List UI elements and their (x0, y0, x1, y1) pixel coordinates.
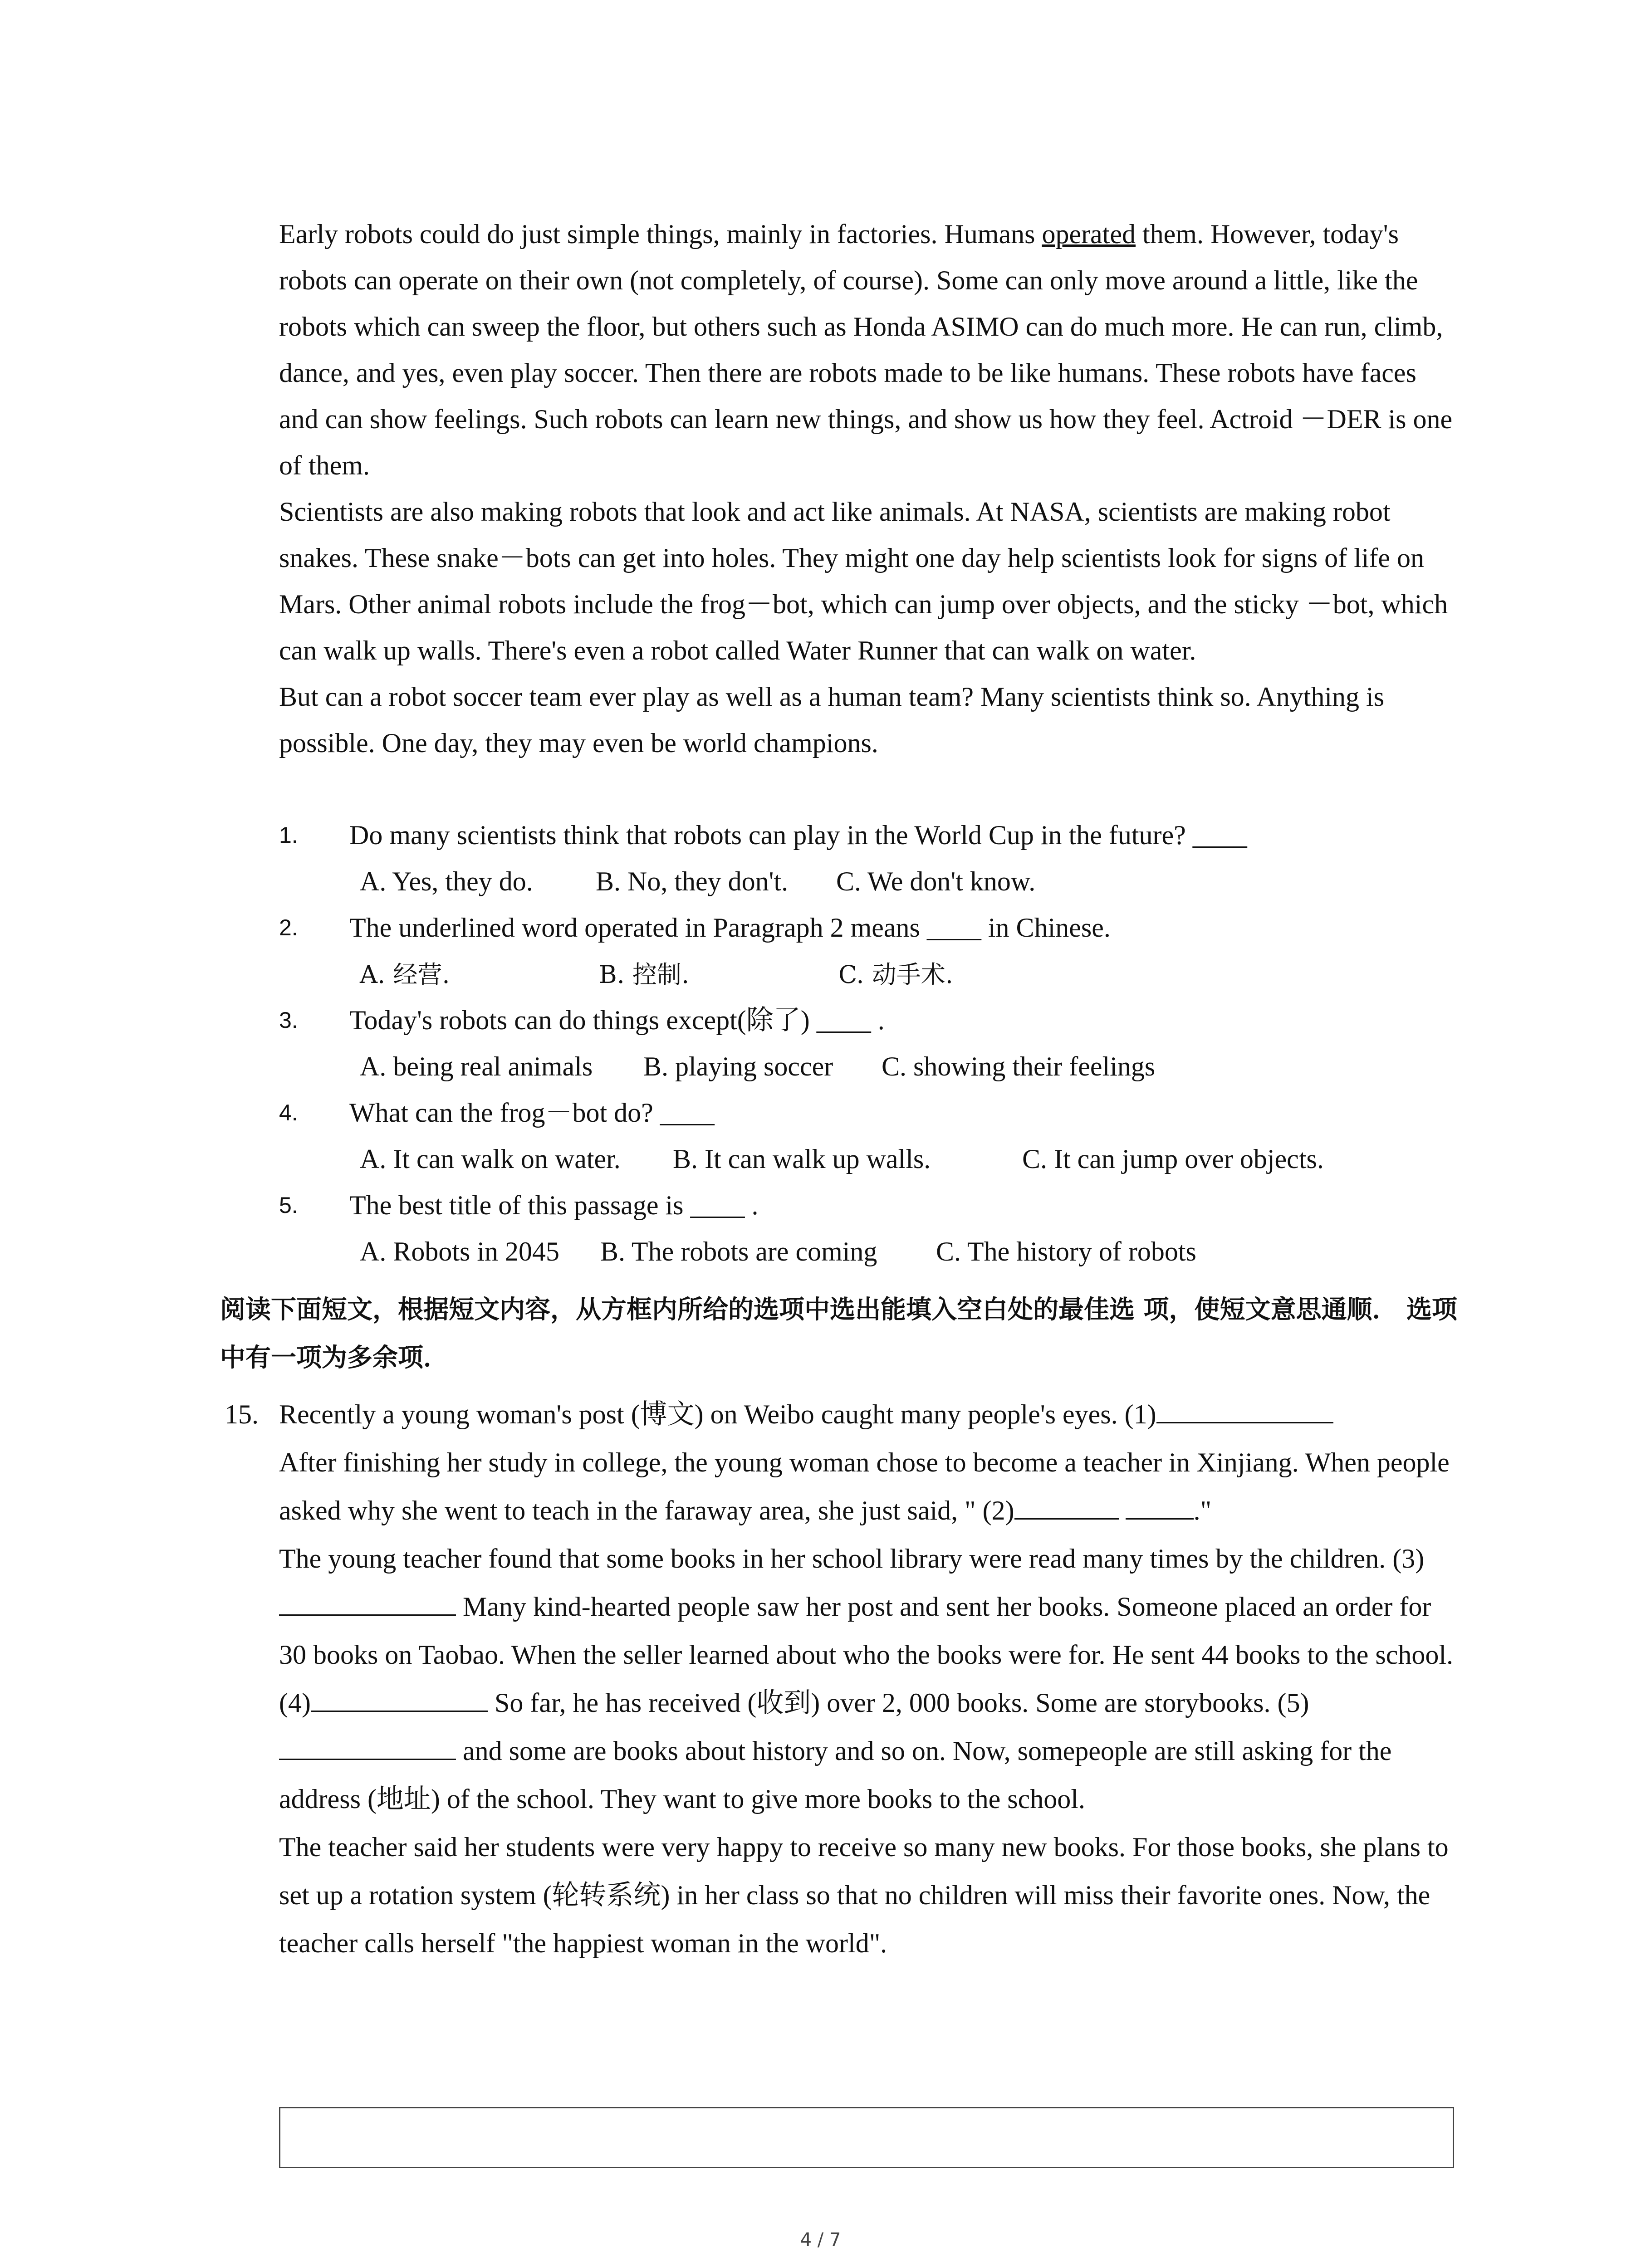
option-c: C. The history of robots (936, 1237, 1196, 1266)
question-item (279, 997, 1481, 1090)
question-item (279, 1090, 1481, 1182)
option-a: A. It can walk on water. (360, 1144, 621, 1174)
question-stem: The best title of this passage is ____ . (349, 1190, 759, 1220)
option-c: C. It can jump over objects. (1022, 1144, 1324, 1174)
passage-paragraph-2: After finishing her study in college, the young woman chose to become a teacher in Xinjiang. When people asked why she went to teach in the faraway area, she just said, " (2) ." (279, 1447, 1450, 1525)
option-b: B. The robots are coming (600, 1237, 877, 1266)
question-item (279, 812, 1481, 904)
question-stem: The underlined word operated in Paragraph 2 means ____ in Chinese. (349, 913, 1111, 943)
options-box (279, 2107, 1454, 2168)
passage-paragraph-1: Recently a young woman's post (博文) on Weibo caught many people's eyes. (1) (279, 1390, 1463, 1438)
question-stem: Today's robots can do things except(除了) ____ . (349, 1005, 885, 1035)
passage-paragraph-1: Early robots could do just simple things, mainly in factories. Humans operated them. However, today's robots can operate on their own (not completely, of course). Some can only move around a little, like the robots which can sweep the floor, but others such as Honda ASIMO can do much more. He can run, climb, dance, and yes, even play soccer. Then there are robots made to be like humans. These robots have faces and can show feelings. Such robots can learn new things, and show us how they feel. Actroid －DER is one of them. (279, 219, 1453, 480)
underlined-word: operated (1042, 219, 1136, 249)
question-number: 15. (225, 1399, 259, 1429)
question-number: 5. (279, 1193, 298, 1218)
question-options (360, 1043, 1155, 1090)
passage-paragraph-3: The young teacher found that some books in her school library were read many times by the children. (3) Many kind-hearted people saw her post and sent her books. Someone placed an order for 30 books on Taobao. When the seller learned about who the books were for. He sent 44 books to the school. (4) So far, he has received (收到) over 2, 000 books. Some are storybooks. (5) and some are books about history and so on. Now, somepeople are still asking for the address (地址) of the school. They want to give more books to the school. (279, 1544, 1454, 1814)
option-c: C. showing their feelings (882, 1051, 1156, 1081)
section-instruction: 阅读下面短文，根据短文内容，从方框内所给的选项中选出能填入空白处的最佳选 项，使短文意思通顺． 选项中有一项为多余项． (220, 1295, 1457, 1373)
question-stem: Do many scientists think that robots can play in the World Cup in the future? ____ (349, 820, 1247, 850)
option-a: A. Robots in 2045 (360, 1237, 560, 1266)
option-b: B. It can walk up walls. (673, 1144, 931, 1174)
question-item (279, 904, 1481, 997)
question-number: 3. (279, 1007, 298, 1033)
blank-2[interactable] (1014, 1490, 1119, 1520)
option-b: B. 控制. (599, 960, 690, 989)
blank-4[interactable] (311, 1682, 488, 1712)
question-list (279, 812, 1481, 1275)
option-b: B. No, they don't. (596, 866, 789, 896)
passage-paragraph-2: Scientists are also making robots that look and act like animals. At NASA, scientists are making robot snakes. These snake－bots can get into holes. They might one day help scientists look for signs of life on Mars. Other animal robots include the frog－bot, which can jump over objects, and the sticky －bot, which can walk up walls. There's even a robot called Water Runner that can walk on water. (279, 497, 1448, 665)
question-item (279, 1182, 1481, 1275)
question-options (360, 951, 953, 998)
blank-5[interactable] (279, 1730, 456, 1760)
option-a: A. Yes, they do. (360, 866, 533, 896)
passage-paragraph-4: The teacher said her students were very happy to receive so many new books. For those books, she plans to set up a rotation system (轮转系统) in her class so that no children will miss their favorite ones. Now, the teacher calls herself "the happiest woman in the world". (279, 1832, 1449, 1958)
question-stem: What can the frog－bot do? ____ (349, 1098, 715, 1128)
option-b: B. playing soccer (643, 1051, 833, 1081)
question-options (360, 1228, 1196, 1275)
question-15 (225, 1390, 1463, 1967)
blank-2-continued[interactable] (1126, 1490, 1194, 1520)
blank-3[interactable] (279, 1586, 456, 1616)
passage-paragraph-3: But can a robot soccer team ever play as well as a human team? Many scientists think so. Anything is possible. One day, they may even be world champions. (279, 682, 1385, 758)
option-a: A. 经营. (360, 960, 450, 989)
blank-1[interactable] (1156, 1394, 1333, 1423)
option-a: A. being real animals (360, 1051, 593, 1081)
question-options (360, 858, 1035, 904)
option-c: C. We don't know. (836, 866, 1036, 896)
question-options (360, 1136, 1324, 1182)
question-number: 4. (279, 1100, 298, 1125)
option-c: C. 动手术. (838, 960, 953, 989)
question-number: 1. (279, 822, 298, 848)
page-number: 4 / 7 (800, 2229, 841, 2250)
reading-passage (279, 211, 1459, 766)
question-number: 2. (279, 915, 298, 940)
